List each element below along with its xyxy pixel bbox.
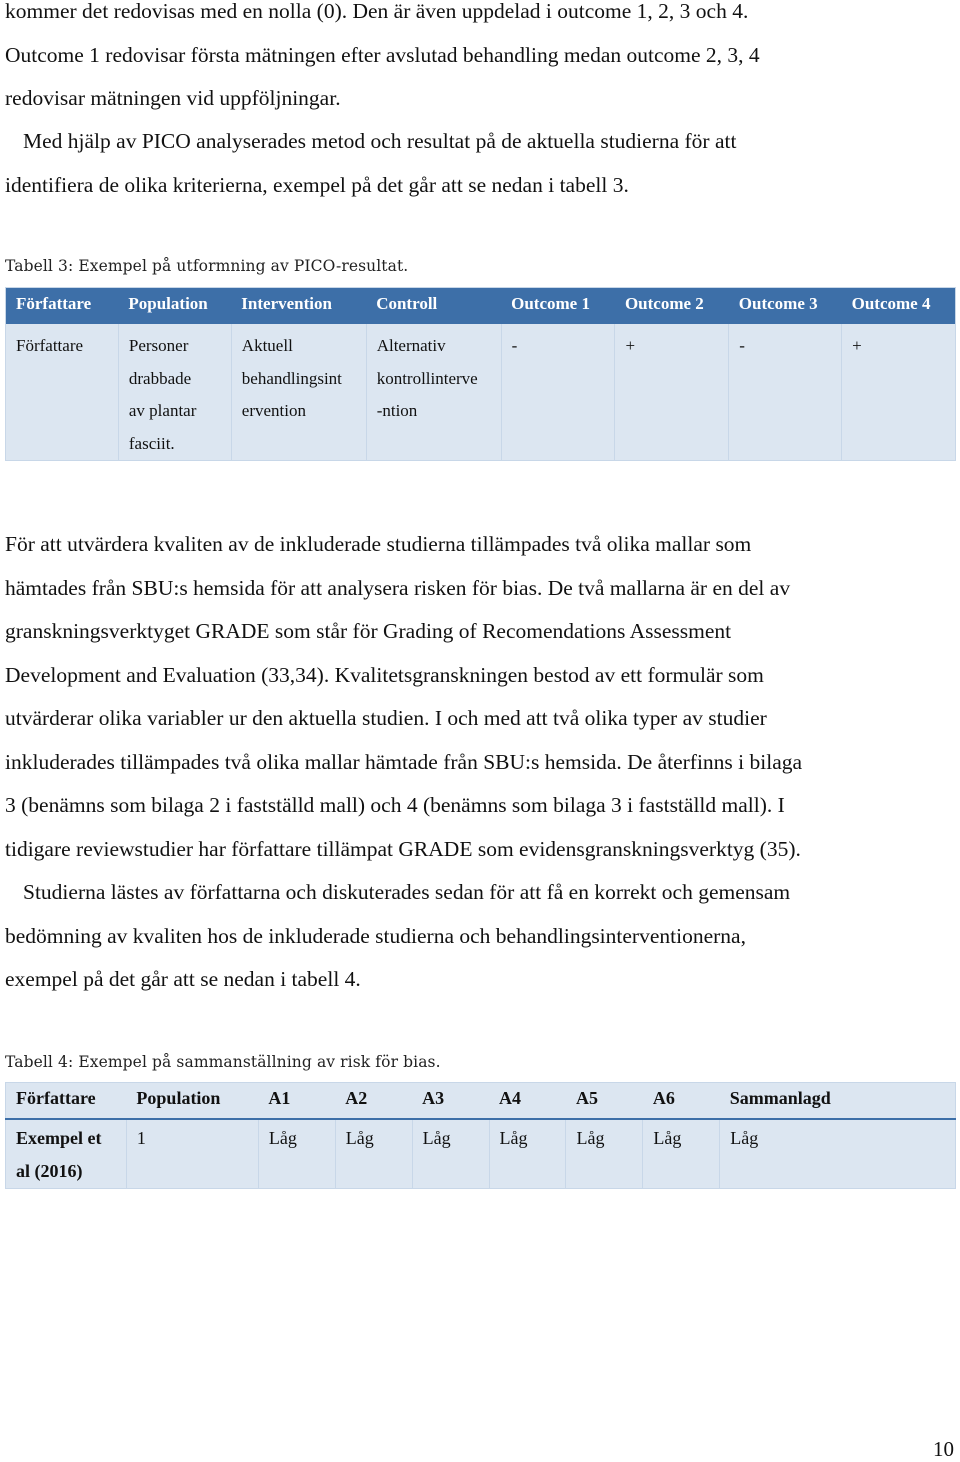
cell-text: av plantar — [128, 401, 197, 420]
text-line: Development and Evaluation (33,34). Kvalitetsgranskningen bestod av ett formulär som — [5, 662, 764, 687]
column-header: Controll — [366, 288, 501, 325]
paragraph-assessment — [5, 871, 955, 1002]
table3-caption: Tabell 3: Exempel på utformning av PICO-resultat. — [5, 257, 409, 275]
column-header: Outcome 1 — [501, 288, 615, 325]
text-line: exempel på det går att se nedan i tabell 4. — [5, 967, 361, 991]
column-header: A6 — [643, 1083, 720, 1120]
table-cell — [6, 324, 119, 461]
cell-text: drabbade — [128, 368, 192, 388]
text-line: Outcome 1 redovisar första mätningen efter avslutad behandling medan outcome 2, 3, 4 — [5, 42, 760, 67]
table-cell: Låg — [489, 1119, 566, 1189]
text-line: tidigare reviewstudier har författare tillämpat GRADE som evidensgranskningsverktyg (35). — [5, 836, 801, 861]
text-line: kommer det redovisas med en nolla (0). Den är även uppdelad i outcome 1, 2, 3 och 4. — [5, 0, 749, 23]
column-header: Population — [118, 288, 231, 325]
column-header: A1 — [258, 1083, 335, 1120]
text-line: inkluderades tillämpades två olika mallar hämtade från SBU:s hemsida. De återfinns i bilaga — [5, 749, 803, 774]
text-line: Med hjälp av PICO analyserades metod och resultat på de aktuella studierna för att — [23, 129, 737, 153]
table-cell: Låg — [335, 1119, 412, 1189]
table-cell: Låg — [566, 1119, 643, 1189]
table4-caption: Tabell 4: Exempel på sammanställning av risk för bias. — [5, 1053, 441, 1071]
table-cell — [6, 1119, 127, 1189]
column-header: Sammanlagd — [720, 1083, 956, 1120]
column-header: A2 — [335, 1083, 412, 1120]
cell-text: kontrollinterve — [376, 368, 478, 388]
table-cell: Låg — [643, 1119, 720, 1189]
column-header: Författare — [6, 1083, 127, 1120]
text-line: redovisar mätningen vid uppföljningar. — [5, 86, 341, 110]
column-header: Författare — [6, 288, 119, 325]
cell-text: behandlingsint — [241, 368, 342, 388]
text-line: hämtades från SBU:s hemsida för att analysera risken för bias. De två mallarna är en del av — [5, 575, 791, 600]
text-line: identifiera de olika kriterierna, exempel på det går att se nedan i tabell 3. — [5, 172, 629, 197]
table-cell: + — [842, 324, 956, 461]
table-row — [6, 324, 956, 461]
text-line: För att utvärdera kvaliten av de inkluderade studierna tillämpades två olika mallar som — [5, 532, 752, 556]
cell-text: -ntion — [376, 401, 418, 420]
cell-text: Personer — [128, 336, 189, 355]
column-header: A3 — [412, 1083, 489, 1120]
paragraph-quality — [5, 523, 955, 871]
text-line: 3 (benämns som bilaga 2 i fastställd mall) och 4 (benämns som bilaga 3 i fastställd mall). I — [5, 793, 785, 817]
table3-pico — [5, 287, 956, 461]
table-cell — [231, 324, 366, 461]
cell-text: fasciit. — [128, 433, 175, 453]
column-header: A5 — [566, 1083, 643, 1120]
table-cell: 1 — [126, 1119, 258, 1189]
cell-text: Författare — [16, 336, 84, 355]
table-cell: Låg — [412, 1119, 489, 1189]
column-header: A4 — [489, 1083, 566, 1120]
cell-text: Alternativ — [376, 336, 446, 355]
cell-text: Aktuell — [241, 336, 293, 355]
paragraph-intro — [5, 0, 955, 121]
cell-text: Exempel et — [16, 1128, 102, 1148]
table-cell — [118, 324, 231, 461]
table-cell: Låg — [720, 1119, 956, 1189]
table4-bias — [5, 1082, 956, 1189]
text-line: bedömning av kvaliten hos de inkluderade studierna och behandlingsinterventionerna, — [5, 923, 746, 948]
cell-text: al (2016) — [16, 1161, 83, 1181]
cell-text: ervention — [241, 401, 306, 420]
table-cell: Låg — [258, 1119, 335, 1189]
table-row — [6, 1119, 956, 1189]
table-header-row — [6, 288, 956, 325]
column-header: Outcome 3 — [729, 288, 842, 325]
column-header: Population — [126, 1083, 258, 1120]
column-header: Outcome 4 — [842, 288, 956, 325]
table-header-row — [6, 1083, 956, 1120]
text-line: Studierna lästes av författarna och diskuterades sedan för att få en korrekt och gemensam — [23, 880, 791, 904]
column-header: Intervention — [231, 288, 366, 325]
table-cell: - — [729, 324, 842, 461]
table-cell: - — [501, 324, 615, 461]
table-cell: + — [615, 324, 729, 461]
table-cell — [366, 324, 501, 461]
page-number: 10 — [933, 1437, 954, 1461]
text-line: utvärderar olika variabler ur den aktuella studien. I och med att två olika typer av studier — [5, 706, 767, 730]
text-line: granskningsverktyget GRADE som står för Grading of Recomendations Assessment — [5, 619, 732, 643]
column-header: Outcome 2 — [615, 288, 729, 325]
paragraph-pico — [5, 120, 955, 207]
